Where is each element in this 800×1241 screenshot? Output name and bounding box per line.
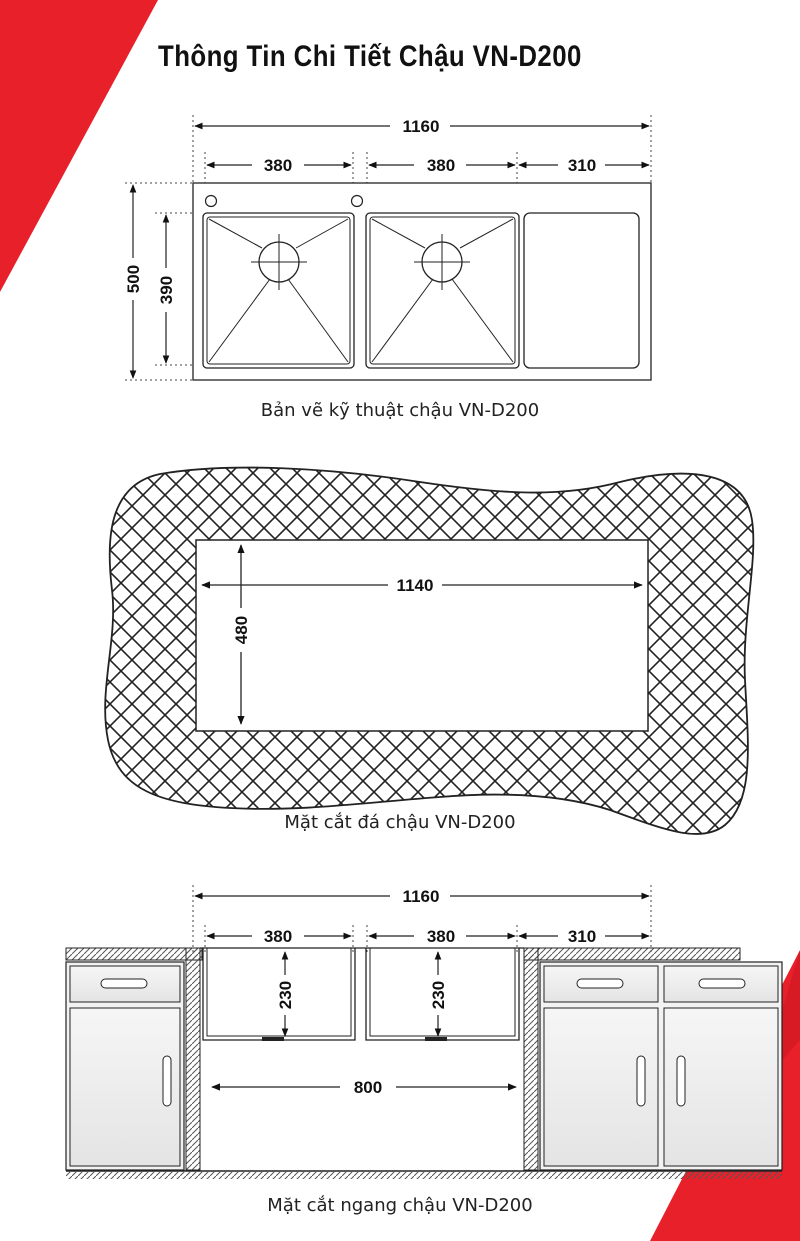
dim-bowl-depth: 390 xyxy=(157,275,176,305)
caption-stone-cutout: Mặt cắt đá chậu VN-D200 xyxy=(284,812,516,833)
dim-bowl-left-width: 380 xyxy=(263,156,293,175)
cabinet-right xyxy=(540,962,782,1170)
page-title: Thông Tin Chi Tiết Chậu VN-D200 xyxy=(158,40,582,73)
section-dim-overall-width: 1160 xyxy=(402,887,440,906)
section-dim-bowl-left-width: 380 xyxy=(263,927,293,946)
dim-overall-width: 1160 xyxy=(402,117,440,136)
cabinet-side-right xyxy=(524,948,538,1170)
section-dim-drainboard-width: 310 xyxy=(567,927,597,946)
caption-technical-drawing: Bản vẽ kỹ thuật chậu VN-D200 xyxy=(260,400,540,421)
section-dim-bowl-right-height: 230 xyxy=(429,980,448,1010)
cabinet-side-left xyxy=(186,948,200,1170)
dim-cut-width: 1140 xyxy=(396,576,434,595)
floor-hatch xyxy=(66,1172,782,1179)
caption-cross-section: Mặt cắt ngang chậu VN-D200 xyxy=(267,1195,533,1216)
cabinet-left xyxy=(66,962,184,1170)
dim-bowl-right-width: 380 xyxy=(426,156,456,175)
section-dim-bowl-left-height: 230 xyxy=(276,980,295,1010)
dim-cut-depth: 480 xyxy=(232,615,251,645)
countertop-right xyxy=(524,948,740,960)
section-dim-bowl-right-width: 380 xyxy=(426,927,456,946)
countertop-left xyxy=(66,948,202,960)
dim-drainboard-width: 310 xyxy=(567,156,597,175)
dim-overall-depth: 500 xyxy=(124,264,143,294)
section-dim-cabinet-opening: 800 xyxy=(353,1078,383,1097)
